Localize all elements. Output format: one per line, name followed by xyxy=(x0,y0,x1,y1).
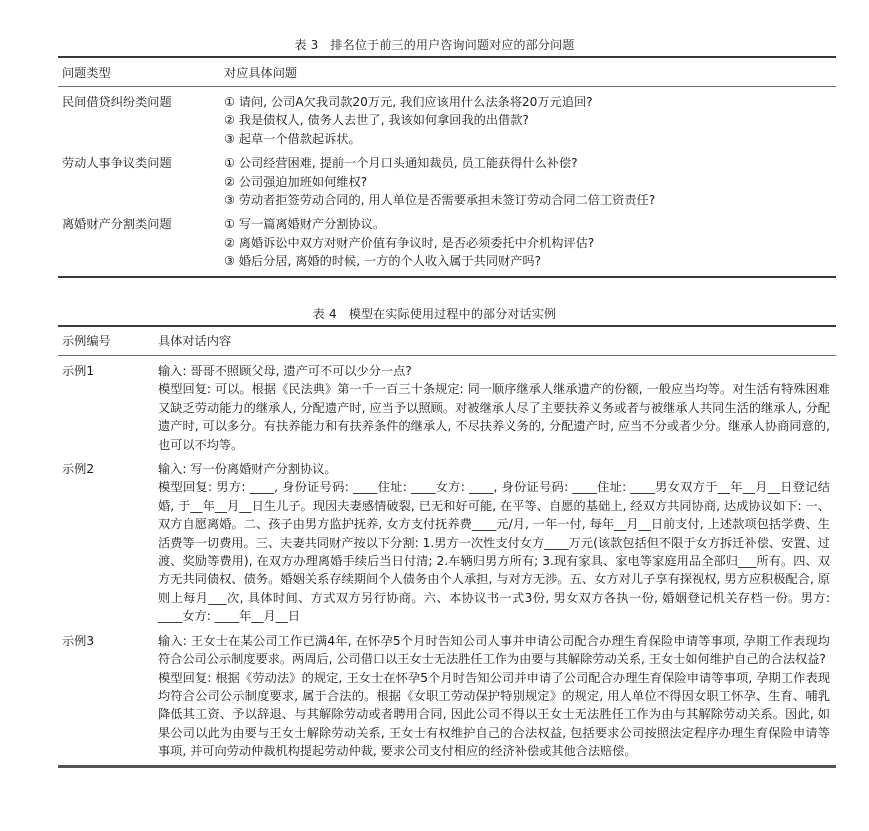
table4-row xyxy=(58,626,836,761)
table3-question: ② 离婚诉讼中双方对财产价值有争议时, 是否必须委托中介机构评估? xyxy=(224,235,595,250)
table4-bottom-rule xyxy=(58,765,836,768)
table4-header-id: 示例编号 xyxy=(62,333,111,348)
table4-caption-title: 模型在实际使用过程中的部分对话实例 xyxy=(348,307,557,321)
table3-header-category: 问题类型 xyxy=(62,65,111,80)
table3-question: ③ 起草一个借款起诉状。 xyxy=(224,131,361,146)
table3-row xyxy=(58,209,836,270)
table3-category: 离婚财产分割类问题 xyxy=(62,217,172,232)
table3-caption-number: 表 3 xyxy=(294,38,319,52)
table4-reply: 模型回复: 根据《劳动法》的规定, 王女士在怀孕5个月时告知公司并申请了公司配合办理生育保险申请等事项, 孕期工作表现均符合公司公示制度要求, 属于合法的。根据《女职工劳动保护特别规定》的规定, 用人单位不得因女职工怀孕、生育、哺乳降低其工资、予以辞退、与其解除劳动或者聘用合同, 因此公司不得以王女士无法胜任工作为由与其解除劳动关系。因此, 如果公司以此为由要与王女士解除劳动关系, 王女士有权维护自己的合法权益, 包括要求公司按照法定程序办理生育保险申请等事项, 并可向劳动仲裁机构提起劳动仲裁, 要求公司支付相应的经济补偿或其他合法赔偿。 xyxy=(158,670,830,759)
table3-header-row xyxy=(58,58,836,86)
table4-reply: 模型回复: 可以。根据《民法典》第一千一百三十条规定: 同一顺序继承人继承遗产的份额, 一般应当均等。对生活有特殊困难又缺乏劳动能力的继承人, 分配遗产时, 应当予以照顾。对被继承人尽了主要扶养义务或者与被继承人共同生活的继承人, 分配遗产时, 可以多分。有扶养能力和有扶养条件的继承人, 不尽扶养义务的, 分配遗产时, 应当不分或者少分。继承人协商同意的, 也可以不均等。 xyxy=(158,382,830,452)
table3-row xyxy=(58,148,836,209)
table3-question: ③ 婚后分居, 离婚的时候, 一方的个人收入属于共同财产吗? xyxy=(224,254,542,269)
table3-row xyxy=(58,87,836,148)
table4-caption xyxy=(0,305,869,322)
table3-question: ③ 劳动者拒签劳动合同的, 用人单位是否需要承担未签订劳动合同二倍工资责任? xyxy=(224,193,656,208)
table3-header-questions: 对应具体问题 xyxy=(224,65,298,80)
table4-row xyxy=(58,454,836,626)
table4 xyxy=(58,325,836,768)
table3-question: ② 公司强迫加班如何维权? xyxy=(224,174,368,189)
table3-caption xyxy=(0,36,869,53)
table4-reply: 模型回复: 男方: ____, 身份证号码: ____住址: ____女方: ____, 身份证号码: ____住址: ____男女双方于__年__月__日登记结婚, 于__年__月__日生儿子。现因夫妻感情破裂, 已无和好可能, 在平等、自愿的基础上, 经双方共同协商, 达成协议如下: 一、双方自愿离婚。二、孩子由男方监护抚养, 女方支付抚养费____元/月, 一年一付, 每年__月__日前支付, 上述款项包括学费、生活费等一切费用。三、夫妻共同财产按以下分割: 1.男方一次性支付女方____万元(该款包括但不限于女方拆迁补偿、安置、过渡、奖励等费用), 在双方办理离婚手续后当日付清; 2.车辆归男方所有; 3.现有家具、家电等家庭用品全部归___所有。四、双方无共同债权、债务。婚姻关系存续期间个人债务由个人承担, 与对方无涉。五、女方对儿子享有探视权, 男方应积极配合, 原则上每月___次, 具体时间、方式双方另行协商。六、本协议书一式3份, 男女双方各执一份, 婚姻登记机关存档一份。男方: ____女方: ____年__月__日 xyxy=(158,480,830,624)
table4-example-id: 示例3 xyxy=(62,633,95,648)
table4-input: 输入: 王女士在某公司工作已满4年, 在怀孕5个月时告知公司人事并申请公司配合办理生育保险申请等事项, 孕期工作表现均符合公司公示制度要求。两周后, 公司借口以王女士无法胜任工作为由要与其解除劳动关系, 王女士如何维护自己的合法权益? xyxy=(158,633,830,667)
table4-example-id: 示例2 xyxy=(62,462,95,477)
table4-input: 输入: 写一份离婚财产分割协议。 xyxy=(158,462,337,477)
table4-example-id: 示例1 xyxy=(62,364,95,378)
table4-header-content: 具体对话内容 xyxy=(158,333,232,348)
table3-category: 民间借贷纠纷类问题 xyxy=(62,95,172,109)
table3-bottom-rule xyxy=(58,276,836,278)
table3-caption-title: 排名位于前三的用户咨询问题对应的部分问题 xyxy=(330,38,575,52)
table4-caption-number: 表 4 xyxy=(312,307,337,321)
table4-header-row xyxy=(58,327,836,355)
table4-input: 输入: 哥哥不照顾父母, 遗产可不可以少分一点? xyxy=(158,364,412,378)
table3-question: ① 公司经营困难, 提前一个月口头通知裁员, 员工能获得什么补偿? xyxy=(224,156,578,171)
table3-question: ② 我是债权人, 债务人去世了, 我该如何拿回我的出借款? xyxy=(224,113,529,128)
table3-question: ① 写一篇离婚财产分割协议。 xyxy=(224,217,386,232)
table3-category: 劳动人事争议类问题 xyxy=(62,156,172,171)
table3-question: ① 请问, 公司A欠我司款20万元, 我们应该用什么法条将20万元追回? xyxy=(224,95,593,109)
table3 xyxy=(58,56,836,278)
table4-row xyxy=(58,356,836,454)
